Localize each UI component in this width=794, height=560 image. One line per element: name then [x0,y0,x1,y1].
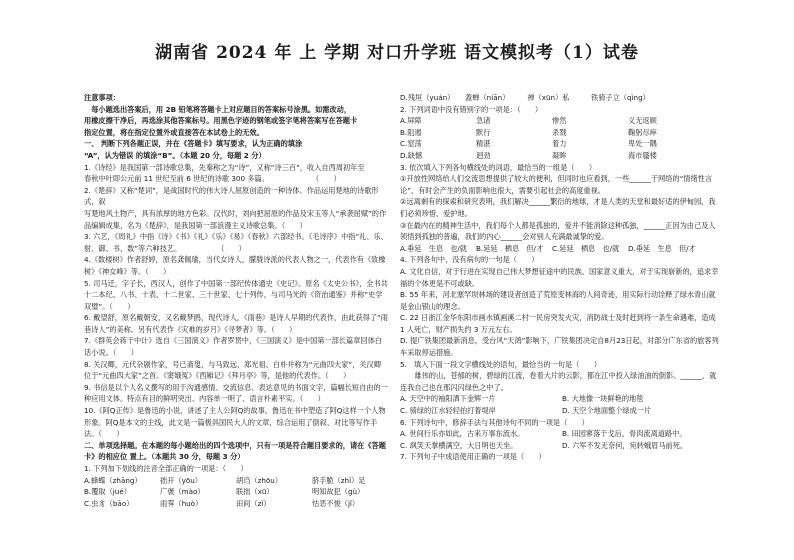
option-item: B.延延 栖息 但/才 [476,243,544,253]
option-item: A. 世间行乐亦如此，古来万事东流水。 [400,429,525,439]
text-line: 5. 司马迁，字子长，西汉人，创作了中国第一部纪传体通史《史记》。原名《太史公书》，全书共十二本纪、八书、十表、十二世家、三十世家、七十列传，与司马光的《资治通鉴》并称“史学双璧”。（ ） [84,278,388,311]
text-line: 2. 下列词语中没有错别字的一项是：（ ） [400,104,543,114]
text-line: ②远离剩有的探索和研究表明，我们解决______繁衍的地球，才是人类的天堂和最好适的伊甸园，我们必须珍惜、爱护地。 [400,197,716,218]
text-line: 6. 下列诗句中，修辞手法与其他诗句不同的一项是（ ） [400,417,589,427]
option-row [84,475,388,487]
text-line: 5. 填入下面一段文字横线处的语句，最恰当的一句是（ ） [400,359,601,369]
option-item: D. 六军不发无奈何，宛转蛾眉马前死。 [562,440,688,450]
text-line: 3. 依次填入下列各句横线处的词语，最恰当的一组是（ ） [400,162,597,172]
option-item: 惨然 [552,116,567,126]
option-item: 胡诌（zhōu） [236,475,283,485]
option-item: C.窒荡 [400,139,422,149]
option-item: D. 天空个地面整个绿成一片 [562,406,652,416]
option-row [400,115,720,127]
option-item: C.延延 栖息 也/就 [552,243,620,253]
text-line: “A”，认为错误 的填涂“B”。（本题 20 分，每题 2 分） [84,150,266,160]
option-item: A.蜂蝶（zhāng） [84,475,142,485]
option-item: A. 天空中的袖阳洒下金辉一片 [400,394,496,404]
left-column [84,92,388,509]
option-item: 义无返顾 [628,116,657,126]
option-item: 急诸 [476,116,491,126]
option-item: D.垂延 生息 但/才 [628,243,696,253]
page-title: 湖南省 2024 年 上 学期 对口升学班 语文模拟考（1）试卷 [155,43,639,63]
option-item: 广褒（mào） [160,487,205,497]
option-item: 精湛 [476,139,491,149]
option-row [400,393,720,405]
option-item: 脐手脆（zhǐ）足 [312,475,366,485]
text-line: 用橡皮擦干净后，再选涂其他答案标号。用黑色字迹的钢笔或签字笔将答案写在答题卡 [84,116,358,126]
text-line: A. 文化自信，对于行进在实现自己伟大梦想征途中的民族、国家意义重大，对于实现崭新的，追求幸福的个体更是不可或缺。 [400,266,719,288]
option-row [84,498,388,510]
option-item: 雨霁（huò） [160,498,203,508]
option-item: B.阻遏 [400,127,422,137]
option-row [84,486,388,498]
text-line: 1.《诗经》是我国第一部诗歌总集，先秦称之为“诗”，又称“诗三百”，收入自西周初年至 [84,162,365,172]
option-row [400,405,720,417]
text-line: ③在最内在的精神生活中，我们每个人都是孤独的，爱并不能消除这种孤独，______正因为由己及人领悟到孤独的普遍，我们的内心______会对别人充满最诚挚的爱。 [400,220,716,242]
text-line: ①开放性网络给人们交流思想提供了较大的便利，但同时也应看到，一些______于网络的“情绪性言论”，有时会产生的负面影响也很大，需要引起社会的高度重视。 [400,174,713,195]
text-line: D.残垣（yuán） 蓋蝉（niān） 禅（xūn）私 铁骑子立（qìng） [400,93,650,102]
option-row [400,243,720,255]
text-line: 一、 判断下列各题正误，并在《答题卡》填写要求，认为正确的填涂 [84,139,303,149]
text-line: 3. 六艺，《周礼》中指《诗》《书》《礼》《乐》《易》《春秋》六部经书。《毛诗序》中指“礼、乐、射、御、书、数”等六种技艺。 （ ） [84,232,388,253]
text-line: 2.《楚辞》又称“楚词”，是战国时代的伟大诗人屈原创造的一种诗体。作品运用楚地的诗歌形式，叙 [84,185,379,207]
option-item: 默行 [476,127,491,137]
text-line: 1. 下列加下划线的注音全部正确的一项是：（ ） [84,464,248,473]
option-item: 卑处一隅 [628,139,657,149]
option-item: C.虫豸（bāo） [84,498,134,508]
option-item: 海市蜃楼 [628,150,657,160]
option-item: B.覆取（jué） [84,487,131,497]
option-item: D.缺憾 [400,150,423,160]
text-line: 10.《阿Q正传》是鲁迅的小说，讲述了主人公阿Q的故事，鲁迅在书中塑造了阿Q这样一个人物形象。阿Q是本文的主线，此文是一篇极具国民大人的文章，综合运用了倒叙、对比等写作手法。（ ） [84,406,386,439]
text-line: D. 提广铁集团最新消息，受台风“天鸽”影响下，广铁集团决定自8月23日起，对部分广东省的旅客列车采取停运措施。 [400,336,719,358]
option-item: 鞠躬尽瘁 [628,127,657,137]
option-item: C. 骑绿的江水轻轻拍打着堤岸 [400,406,496,416]
option-item: 田间（zǐ） [236,498,271,508]
text-line: 4.《数楼树》作者舒婷，原名龚佩瑜，当代女诗人，朦胧诗派的代表人物之一，代表作有《致橡树》《神女峰》等。（ ） [84,255,386,276]
option-row [400,138,720,150]
text-line: 7.《群英会蒋干中计》选自《三国演义》作者罗贯中，《三国演义》是中国第一部长篇章回体白话小说。（ ） [84,336,382,358]
text-line: 8. 关汉卿，元代杂剧作家，号已斋叟，与马致远、郑光祖、白朴并称为“元曲四大家”，关汉卿位于“元曲四大家”之首。《窦娥冤》《西厢记》《拜月亭》等，是他的代表作。（ ） [84,359,381,381]
option-item: 杀戮 [552,127,567,137]
option-item: 迥劲 [476,150,491,160]
text-line: 每小题选出答案后，用 2B 铅笔将答题卡上对应题目的答案标号涂黑。如需改动， [84,104,352,114]
option-row [400,428,720,440]
option-item: A.垂延 生息 也/就 [400,243,467,253]
text-line: 写楚地风土物产，具有浓厚的地方色彩。汉代时，刘向把屈原的作品及宋玉等人“承袭屈赋”的作品编辑成集，名为《楚辞》，是我国第一部浪漫主义诗歌总集。（ ） [84,208,387,230]
option-item: B. 大地像一块鲜艳的地毯 [562,394,644,404]
option-item: 明知故犯（gù） [312,487,365,497]
text-line: 雄伟的山，苍郁的树，碧绿的江流，卷着大片的云影，都在江中投入绿油油的倒影。______，就连我自己也在那闪闪绿色之中了。 [400,371,717,392]
option-row [400,127,720,139]
option-row [400,440,720,452]
option-item: 联拙（xū） [236,487,274,497]
text-line: 6. 戴望舒，原名戴朝安，又名戴梦鸥，现代诗人，《雨巷》是诗人早期的代表作，由此获得了“雨巷诗人”的美称。另有代表作《灾难的岁月》《寻梦者》等。（ ） [84,313,388,334]
text-line: 4. 下列各句中，没有病句的一句是（ ） [400,255,539,265]
text-line: C. 22 日浙江金华东阳市画水镇画溪二村一民房突发火灾，消防战士及时赶到将一条生命遇难，造成 1 人死亡，财产损失约 3 万元左右。 [400,313,716,334]
option-item: B. 田园寥落干戈后，骨肉流离道路中。 [562,429,687,439]
option-item: 着力 [552,139,567,149]
text-line: 注意事项： [84,93,120,102]
right-column [400,92,720,463]
text-line: 9. 书信是以个人名义撰写的用于沟通感情、交流信息、表达意见的书面文字，篇幅长短自由的一种应用文体。特点有目的鲜明突出、内容单一明了、语言朴素平实。（ ） [84,382,388,404]
text-line: 春秋中叶即公元前 11 世纪至前 6 世纪的诗歌 300 多篇。 （ ） [84,174,341,184]
option-item: 凝眸 [552,150,567,160]
text-line: B. 55 年来，河北塞罕坝林场的建设者创造了荒原变林海的人间奇迹，用实际行动诠释了绿水青山就是金山银山的理念。 [400,290,716,311]
option-item: 拙开（yōu） [160,475,202,485]
text-line: 指定位置，将在指定位置外或直接答在本试卷上的无效。 [84,127,264,137]
option-item: A.屏障 [400,116,422,126]
option-item: 怙恶不悛（jǐ） [312,498,360,508]
option-row [400,150,720,162]
text-line: 7. 下列句子中成语使用正确的一项是（ ） [400,452,546,462]
option-item: C. 飒笑天掌横满空，大日明也天坐。 [400,440,518,450]
text-line: 二、单项选择题。在本题的每小题给出的四个选项中，只有一项是符合题目要求的，请在《答题卡》的相应位 置上。（本题共 30 分，每题 3 分） [84,440,386,462]
